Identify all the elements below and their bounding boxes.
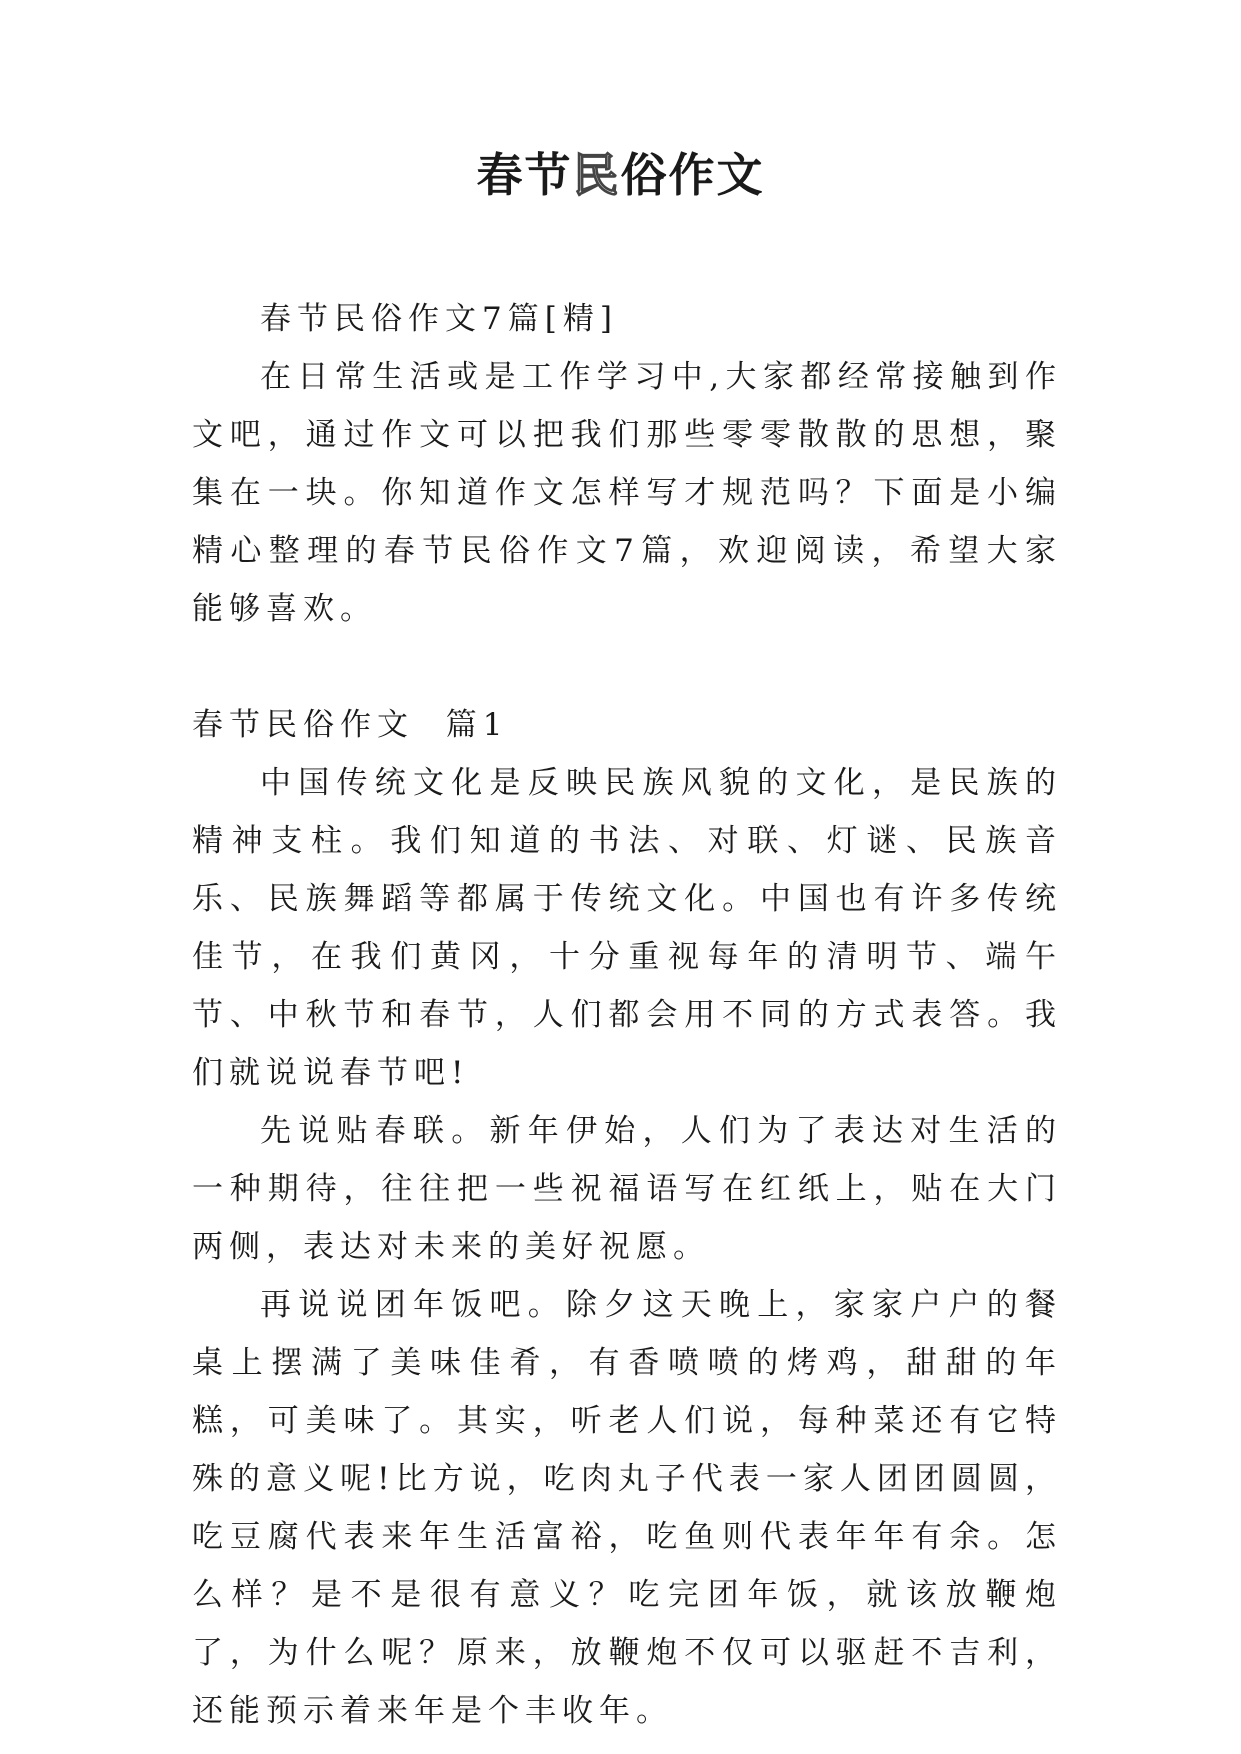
document-title xyxy=(0,148,1241,203)
section-paragraph-1: 中国传统文化是反映民族风貌的文化，是民族的精神支柱。我们知道的书法、对联、灯谜、民族音乐、民族舞蹈等都属于传统文化。中国也有许多传统佳节，在我们黄冈，十分重视每年的清明节、端午节、中秋节和春节，人们都会用不同的方式表答。我们就说说春节吧! xyxy=(192,765,1062,1091)
title-part-2: 俗作文 xyxy=(620,148,765,202)
section-paragraph-2: 先说贴春联。新年伊始，人们为了表达对生活的一种期待，往往把一些祝福语写在红纸上，贴在大门两侧，表达对未来的美好祝愿。 xyxy=(192,1113,1062,1265)
document-body xyxy=(192,290,1062,1740)
section-paragraph-3: 再说说团年饭吧。除夕这天晚上，家家户户的餐桌上摆满了美味佳肴，有香喷喷的烤鸡，甜甜的年糕，可美味了。其实，听老人们说，每种菜还有它特殊的意义呢!比方说，吃肉丸子代表一家人团团圆圆，吃豆腐代表来年生活富裕，吃鱼则代表年年有余。怎么样？是不是很有意义？吃完团年饭，就该放鞭炮了，为什么呢？原来，放鞭炮不仅可以驱赶不吉利，还能预示着来年是个丰收年。 xyxy=(192,1287,1062,1729)
title-part-1: 春节 xyxy=(476,148,573,202)
intro-subtitle: 春节民俗作文7篇[精] xyxy=(260,301,618,337)
section-heading: 春节民俗作文 篇1 xyxy=(192,707,509,743)
intro-paragraph: 在日常生活或是工作学习中,大家都经常接触到作文吧，通过作文可以把我们那些零零散散的思想，聚集在一块。你知道作文怎样写才规范吗？下面是小编精心整理的春节民俗作文7篇，欢迎阅读，希望大家能够喜欢。 xyxy=(192,359,1062,627)
title-outline-char: 民 xyxy=(572,148,621,202)
section-spacer xyxy=(192,638,1062,696)
